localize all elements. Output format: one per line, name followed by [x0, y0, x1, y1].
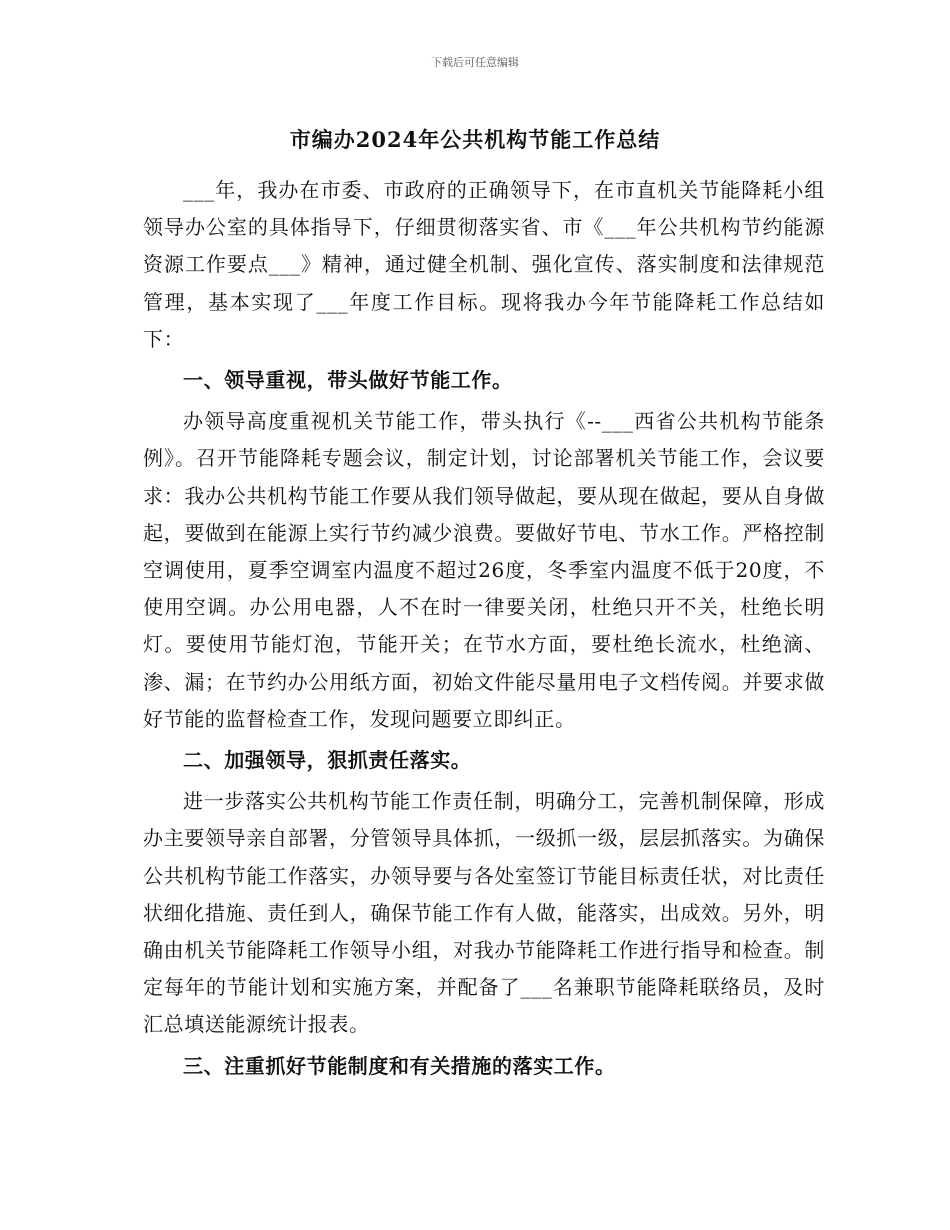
- section-2-paragraph: 进一步落实公共机构节能工作责任制，明确分工，完善机制保障，形成办主要领导亲自部署，分管领导具体抓，一级抓一级，层层抓落实。为确保公共机构节能工作落实，办领导要与各处室签订节能目标责任状，对比责任状细化措施、责任到人，确保节能工作有人做，能落实，出成效。另外，明确由机关节能降耗工作领导小组，对我办节能降耗工作进行指导和检查。制定每年的节能计划和实施方案，并配备了___名兼职节能降耗联络员，及时汇总填送能源统计报表。: [143, 789, 825, 1037]
- section-heading-1: 一、领导重视，带头做好节能工作。: [183, 368, 513, 393]
- document-title: 市编办2024年公共机构节能工作总结: [289, 127, 661, 152]
- section-heading-3: 三、注重抓好节能制度和有关措施的落实工作。: [183, 1053, 616, 1078]
- intro-paragraph: ___年，我办在市委、市政府的正确领导下，在市直机关节能降耗小组领导办公室的具体指导下，仔细贯彻落实省、市《___年公共机构节约能源资源工作要点___》精神，通过健全机制、强化宣传、落实制度和法律规范管理，基本实现了___年度工作目标。现将我办今年节能降耗工作总结如下：: [143, 178, 825, 351]
- section-heading-2: 二、加强领导，狠抓责任落实。: [183, 748, 472, 773]
- header-note: 下载后可任意编辑: [431, 56, 519, 69]
- section-1-paragraph: 办领导高度重视机关节能工作，带头执行《--___西省公共机构节能条例》。召开节能降耗专题会议，制定计划，讨论部署机关节能工作，会议要求：我办公共机构节能工作要从我们领导做起，要从现在做起，要从自身做起，要做到在能源上实行节约减少浪费。要做好节电、节水工作。严格控制空调使用，夏季空调室内温度不超过26度，冬季室内温度不低于20度，不使用空调。办公用电器，人不在时一律要关闭，杜绝只开不关，杜绝长明灯。要使用节能灯泡，节能开关；在节水方面，要杜绝长流水，杜绝滴、渗、漏；在节约办公用纸方面，初始文件能尽量用电子文档传阅。并要求做好节能的监督检查工作，发现问题要立即纠正。: [143, 409, 825, 731]
- document-body: [143, 172, 825, 1085]
